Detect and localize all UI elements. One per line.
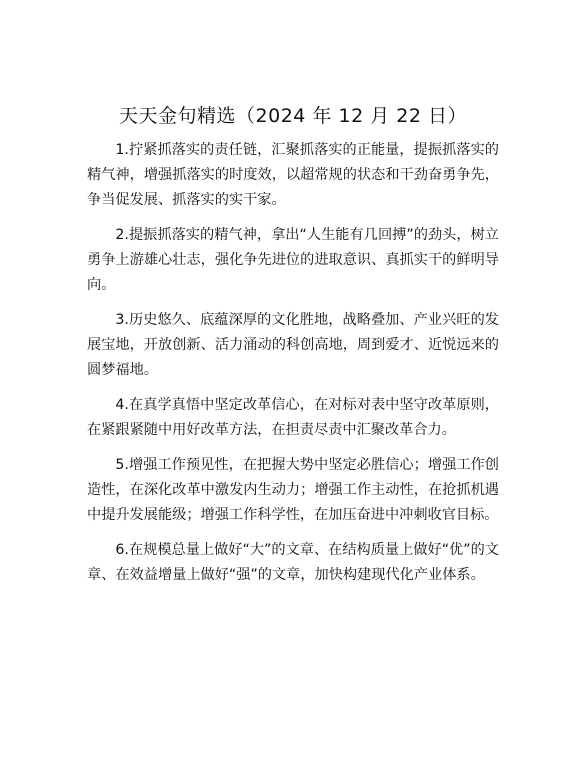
paragraph-1: 1.拧紧抓落实的责任链，汇聚抓落实的正能量，提振抓落实的精气神，增强抓落实的时度效，以超常规的状态和干劲奋勇争先，争当促发展、抓落实的实干家。 <box>87 142 499 208</box>
document-title: 天天金句精选（2024 年 12 月 22 日） <box>119 105 467 127</box>
document-body <box>87 138 499 598</box>
paragraph-5: 5.增强工作预见性，在把握大势中坚定必胜信心；增强工作创造性，在深化改革中激发内生动力；增强工作主动性，在抢抓机遇中提升发展能级；增强工作科学性，在加压奋进中冲刺收官目标。 <box>87 457 499 523</box>
paragraph-4: 4.在真学真悟中坚定改革信心，在对标对表中坚守改革原则，在紧跟紧随中用好改革方法，在担责尽责中汇聚改革合力。 <box>87 397 499 438</box>
paragraph-3: 3.历史悠久、底蕴深厚的文化胜地，战略叠加、产业兴旺的发展宝地，开放创新、活力涌动的科创高地，周到爱才、近悦远来的圆梦福地。 <box>87 312 499 378</box>
paragraph-2: 2.提振抓落实的精气神，拿出“人生能有几回搏”的劲头，树立勇争上游雄心壮志，强化争先进位的进取意识、真抓实干的鲜明导向。 <box>87 227 499 293</box>
paragraph-6: 6.在规模总量上做好“大”的文章、在结构质量上做好“优”的文章、在效益增量上做好“强”的文章，加快构建现代化产业体系。 <box>87 542 499 583</box>
